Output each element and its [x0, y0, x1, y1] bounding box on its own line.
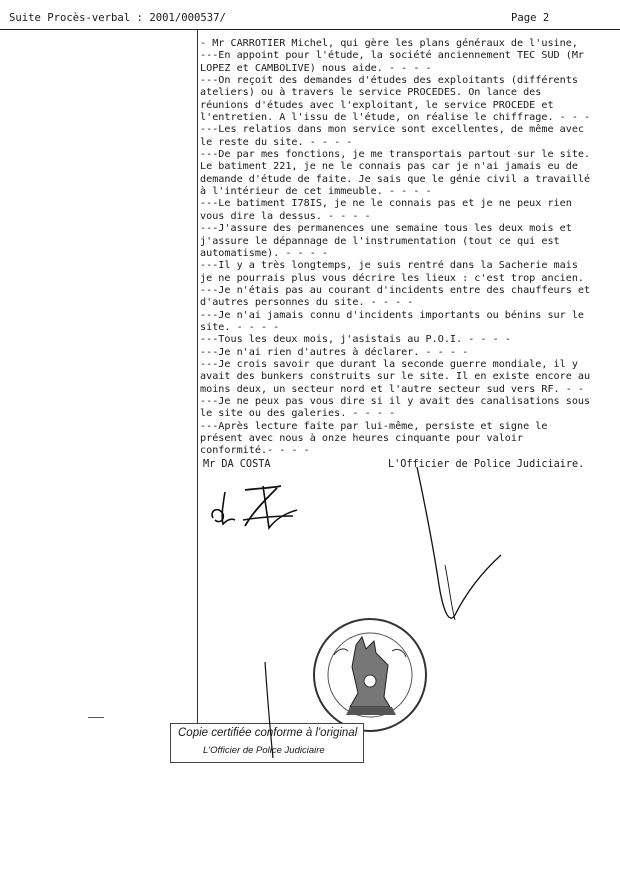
certification-line1: Copie certifiée conforme à l'original	[178, 727, 358, 739]
statement-line: ---De par mes fonctions, je me transportais partout sur le site.	[200, 149, 591, 161]
statement-line: avait des bunkers construits sur le site. Il en existe encore au	[200, 371, 591, 383]
statement-body	[200, 38, 610, 458]
statement-line: le site ou des galeries. - - - -	[200, 408, 396, 420]
statement-line: ateliers) ou à travers le service PROCEDES. On lance des	[200, 87, 542, 99]
witness-signature	[205, 480, 305, 540]
page-header	[0, 12, 620, 28]
statement-line: ---Je n'ai jamais connu d'incidents importants ou bénins sur le	[200, 309, 585, 321]
statement-line: ---Je n'étais pas au courant d'incidents entre des chauffeurs et	[200, 284, 591, 296]
statement-line: LOPEZ et CAMBOLIVE) nous aide. - - - -	[200, 62, 432, 74]
margin-dash	[88, 717, 104, 718]
statement-line: j'assure le dépannage de l'instrumentation (tout ce qui est	[200, 235, 560, 247]
certification-line2: L'Officier de Police Judiciaire	[203, 745, 325, 756]
statement-line: ---Il y a très longtemps, je suis rentré dans la Sacherie mais	[200, 260, 578, 272]
officer-title: L'Officier de Police Judiciaire.	[388, 459, 585, 470]
statement-line: ---Je n'ai rien d'autres à déclarer. - - - -	[200, 346, 469, 358]
statement-line: l'entretien. A l'issu de l'étude, on réalise le chiffrage. - - -	[200, 112, 591, 124]
statement-line: réunions d'études avec l'exploitant, le service PROCEDE et	[200, 99, 554, 111]
statement-line: ---Le batiment I78IS, je ne le connais pas et je ne peux rien	[200, 198, 572, 210]
statement-line: ---Je ne peux pas vous dire si il y avait des canalisations sous	[200, 395, 591, 407]
margin-line	[197, 30, 198, 726]
statement-line: à l'intérieur de cet immeuble. - - - -	[200, 186, 432, 198]
statement-line: ---Après lecture faite par lui-même, persiste et signe le	[200, 420, 548, 432]
statement-line: ---En appoint pour l'étude, la société anciennement TEC SUD (Mr	[200, 50, 585, 62]
statement-line: ---J'assure des permanences une semaine tous les deux mois et	[200, 223, 572, 235]
statement-line: vous dire la dessus. - - - -	[200, 210, 371, 222]
statement-line: conformité.- - - -	[200, 445, 310, 457]
header-rule	[0, 29, 620, 30]
statement-line: présent avec nous à onze heures cinquante pour valoir	[200, 433, 524, 444]
statement-line: le reste du site. - - - -	[200, 136, 353, 148]
statement-line: ---Je crois savoir que durant la seconde guerre mondiale, il y	[200, 358, 578, 370]
witness-name: Mr DA COSTA	[203, 459, 271, 470]
statement-line: je ne pourrais plus vous décrire les lieux : c'est trop ancien.	[200, 272, 585, 284]
statement-line: site. - - - -	[200, 321, 280, 333]
signature-stroke	[255, 660, 285, 760]
statement-line: demande d'étude de faite. Je sais que le génie civil a travaillé	[200, 173, 591, 185]
statement-line: automatisme). - - - -	[200, 247, 329, 259]
signature-names	[203, 459, 603, 473]
statement-line: ---Les relatios dans mon service sont excellentes, de même avec	[200, 124, 585, 136]
statement-line: Le batiment 221, je ne le connais pas car je n'ai jamais eu de	[200, 161, 578, 173]
statement-line: ---On reçoit des demandes d'études des exploitants (différents	[200, 75, 578, 87]
statement-line: ---Tous les deux mois, j'asistais au P.O.I. - - - -	[200, 334, 511, 346]
statement-line: - Mr CARROTIER Michel, qui gère les plans généraux de l'usine,	[200, 38, 578, 49]
statement-line: moins deux, un secteur nord et l'autre secteur sud vers RF. - -	[200, 383, 585, 395]
page-number: Page 2	[511, 12, 550, 24]
statement-line: d'autres personnes du site. - - - -	[200, 297, 414, 309]
report-reference: Suite Procès-verbal : 2001/000537/	[9, 12, 226, 24]
